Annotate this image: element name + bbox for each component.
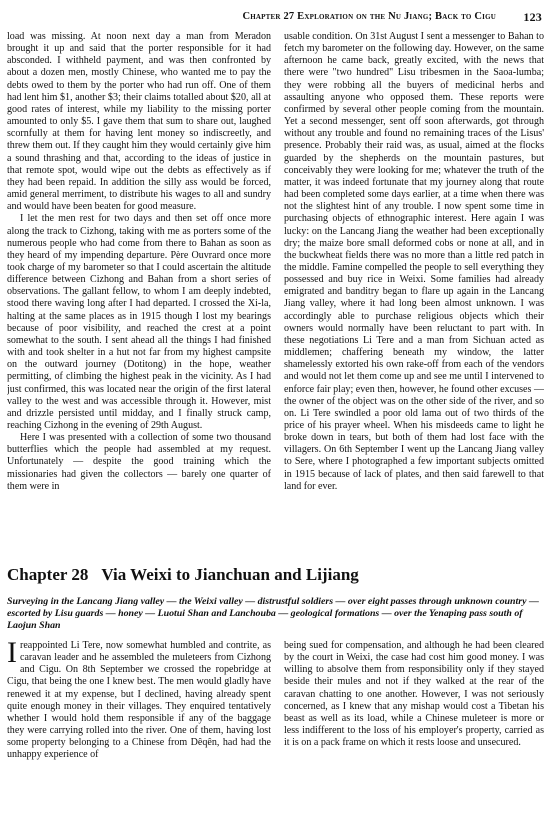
drop-cap: I [7, 640, 17, 669]
chapter27-paragraph: I let the men rest for two days and then set off once more along the track to Cizhong, taking with me as porters some of the numerous people who had come from there to Bahan as soon as they heard of my impending departure. Père Ouvrard once more took charge of my barometer so that I could ascertain the altitude difference between Cizhong and Bahan from a short series of observations. The gallant fellow, to whom I am deeply indebted, stood there waving long after I had departed. I crossed the Xi-la, halting at the same places as in 1915 though I lost my bearings because of poor visibility, and reached the crest at a point somewhat to the south. I sent ahead all the things I had finished with and took shelter in a hut not far from my highest campsite on the outward journey (Dotitong) in the hope, weather permitting, of climbing the highest peak in the vicinity. As I had just confirmed, this was located near the origin of the first lateral valley to the west and was accessible through it. However, mist and drizzle persisted until midday, and I finally struck camp, reaching Cizhong in the evening of 29th August. [7, 213, 271, 431]
chapter28-right-column [284, 640, 544, 816]
running-head [8, 9, 542, 25]
chapter27-paragraph: usable condition. On 31st August I sent a messenger to Bahan to fetch my barometer on the following day. However, on the same afternoon he came back, greatly excited, with the news that there were "two hundred" Lisu tribesmen in the Saoa-lumba; they were robbing all the buyers of medicinal herbs and assaulting anyone who opposed them. These reports were confirmed by several other people coming from the mountain. Yet a second messenger, sent off soon afterwards, got through without any trouble and found no remaining traces of the Lisus' presence. Probably their raid was, as usual, aimed at the flocks guarded by the shepherds on the mountain pastures, but conceivably they were looking for me; whatever the truth of the matter, it was indeed fortunate that my journey along that route had been completed some days earlier, at a time when there was not the slightest hint of any trouble. I now spent some time in purchasing objects of ethnographic interest. Here again I was lucky: on the Lancang Jiang the weather had been exceptionally dry; the maize bore small deformed cobs or none at all, and in the buckwheat fields there was no more than a little red patch in the middle. Famine compelled the people to sell everything they possessed and buy rice in Weixi. Some families had already emigrated and banditry began to flare up again in the Lancang Jiang valley, where it had long been almost unknown. I was accordingly able to purchase religious objects which their owners would normally have been reluctant to part with. In these negotiations Li Tere and a man from Sichuan acted as middlemen; chaffering beneath my window, the latter shamelessly extorted his own rake-off from each of the vendors and would not let them come up and see me until I intervened to enforce fair play; even then, however, he found other excuses — the owner of the object was on the other side of the river, and so on. Li Tere swindled a poor old lama out of two thirds of the price of his prayer wheel. When his misdeeds came to light he broke down in tears, but both of them had lost face with the villagers. On 6th September I went up the Lancang Jiang valley to Sere, where I photographed a few important subjects omitted in 1915 because of lack of plates, and then said farewell to that land for ever. [284, 31, 544, 492]
chapter27-right-column [284, 31, 544, 557]
chapter-summary: Surveying in the Lancang Jiang valley — the Weixi valley — distrustful soldiers — over eight passes through unknown country — escorted by Lisu guards — honey — Luotui Shan and Lanchouba — geological formations — over the Yenaping pass south of Laojun Shan [7, 596, 539, 631]
chapter28-left-column [7, 640, 271, 816]
chapter-title: Via Weixi to Jianchuan and Lijiang [101, 565, 359, 584]
page-number: 123 [523, 10, 542, 24]
opening-text: reappointed Li Tere, now somewhat humbled and contrite, as caravan leader and he assembled the muleteers from Cizhong and Cigu. On 8th September we crossed the ropebridge at Cigu, that being the one I knew best. The men would gladly have renewed it at my expense, but I declined, having already spent quite enough money in their villages. They enquired tentatively whether I would hold them responsible if any of the baggage they were carrying rolled into the river. One of them, having lost some property belonging to a Chinese from Dêqên, had had the unhappy experience of [7, 640, 271, 761]
chapter-heading [7, 565, 544, 585]
chapter28-opening-paragraph [7, 640, 271, 762]
chapter28-paragraph: being sued for compensation, and although he had been cleared by the court in Weixi, the case had cost him good money. I was willing to absolve them from responsibility only if they stayed beside their mules and not if they walked at the rear of the caravan chatting to one another. However, I was not seriously concerned, as I knew that any mishap would cost a Tibetan his beast as well as its load, while a Chinese muleteer is more or less indifferent to the loss of his employer's property, carried as it is on a pack frame on which it rests loose and unsecured. [284, 640, 544, 749]
chapter-number: Chapter 28 [7, 565, 89, 584]
chapter27-left-column [7, 31, 271, 557]
running-title: Chapter 27 Exploration on the Nu Jiang; Back to Cigu [242, 11, 496, 22]
chapter27-paragraph: load was missing. At noon next day a man from Meradon brought it up and said that the porter responsible for it had absconded. I withheld payment, and was then confronted by about a dozen men, mostly Chinese, who wanted me to pay the debts owed to them by the porter who had run off. One of them had lent him $1, another $3; their claims totalled about $20, all at good rates of interest, while my liability to the missing porter amounted to only $5. I gave them that sum to share out, laughed scornfully at them for having lent money so indiscreetly, and threw them out. If they caught him they would certainly give him a sound thrashing and that, according to the ideas of justice in that remote spot, would wipe out the debts as effectively as if they had been repaid. In addition the silly ass would be forced, amid general merriment, to distribute his wages to all and sundry and would have been beaten for good measure. [7, 31, 271, 213]
chapter27-paragraph: Here I was presented with a collection of some two thousand butterflies which the people had assembled at my request. Unfortunately — despite the good training which the missionaries had given the collectors — barely one quarter of them were in [7, 432, 271, 492]
